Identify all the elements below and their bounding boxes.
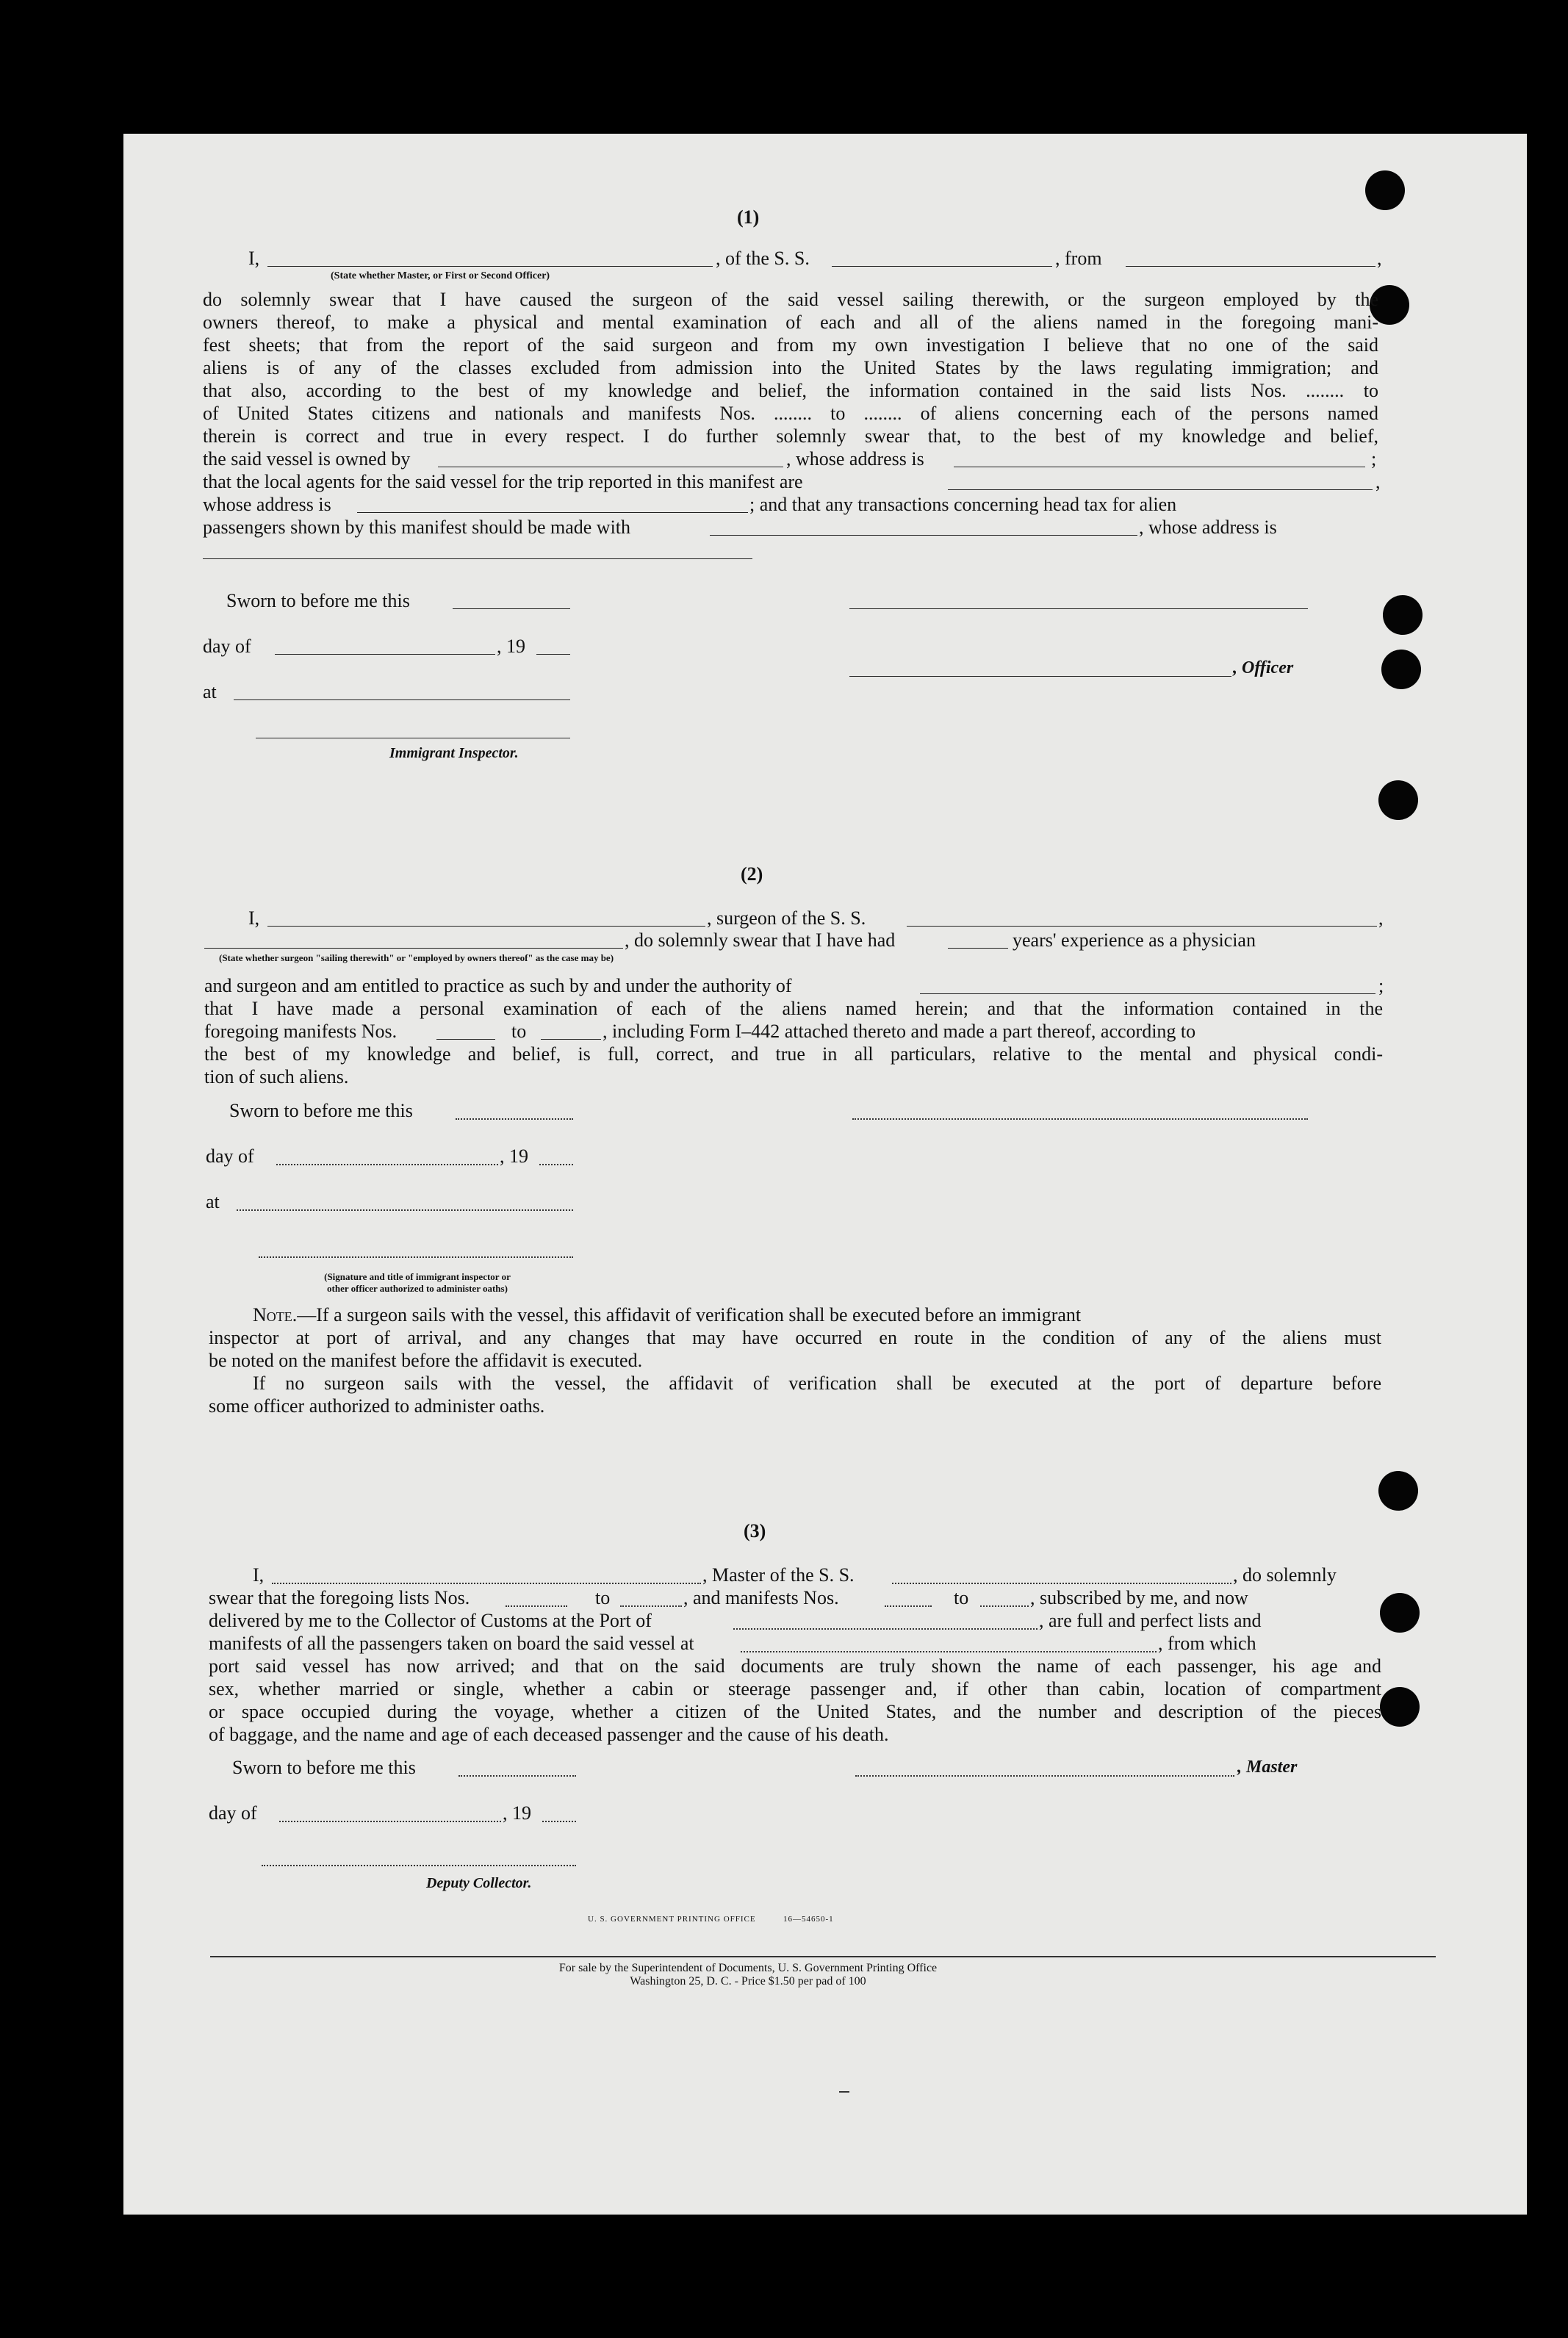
oath-text: foregoing manifests Nos. <box>204 1021 398 1042</box>
section-number: (3) <box>744 1520 766 1542</box>
oath-text: , are full and perfect lists and <box>1039 1610 1262 1631</box>
oath-paragraph: the best of my knowledge and belief, is full, correct, and true in all particulars, relative to the mental and physical condi- <box>204 1043 1383 1065</box>
blank-line[interactable] <box>203 558 752 559</box>
signature-line[interactable] <box>849 608 1308 609</box>
oath-text: , Master of the S. S. <box>702 1564 855 1586</box>
blank-line[interactable] <box>885 1605 932 1607</box>
oath-text: , subscribed by me, and now <box>1030 1587 1248 1608</box>
oath-text: I, <box>248 907 260 929</box>
form-page <box>123 134 1527 2215</box>
oath-paragraph: therein is correct and true in every respect. I do further solemnly swear that, to the best of my knowledge and belief, <box>203 425 1378 447</box>
dash-mark <box>839 2091 849 2093</box>
blank-line[interactable] <box>267 266 713 267</box>
blank-line[interactable] <box>458 1775 576 1777</box>
oath-paragraph: fest sheets; that from the report of the said surgeon and from my own investigation I believe that no one of the said <box>203 334 1378 356</box>
blank-line[interactable] <box>456 1118 573 1120</box>
blank-line[interactable] <box>733 1628 1037 1630</box>
blank-line[interactable] <box>620 1605 682 1607</box>
oath-paragraph: of United States citizens and nationals and manifests Nos. ........ to ........ of aliens concerning each of the persons named <box>203 403 1378 424</box>
blank-line[interactable] <box>541 1039 601 1040</box>
punch-hole <box>1365 170 1405 210</box>
oath-text: ; and that any transactions concerning head tax for alien <box>749 494 1177 515</box>
inspector-label: Immigrant Inspector. <box>389 745 519 761</box>
oath-text: ; <box>1378 975 1384 996</box>
blank-line[interactable] <box>832 266 1052 267</box>
note-paragraph: If no surgeon sails with the vessel, the affidavit of verification shall be executed at the port of departure before <box>253 1373 1381 1394</box>
day-label: day of <box>209 1802 257 1824</box>
punch-hole <box>1380 1593 1420 1633</box>
blank-line[interactable] <box>907 926 1377 927</box>
blank-line[interactable] <box>272 1583 701 1584</box>
blank-line[interactable] <box>542 1821 576 1822</box>
master-label: , Master <box>1237 1758 1298 1777</box>
blank-line[interactable] <box>536 654 570 655</box>
oath-text: , <box>1377 248 1382 269</box>
blank-line[interactable] <box>539 1164 573 1165</box>
blank-line[interactable] <box>234 699 570 700</box>
year-label: , 19 <box>503 1802 531 1824</box>
field-note: (State whether Master, or First or Second Officer) <box>331 270 550 281</box>
sale-notice: For sale by the Superintendent of Documents, U. S. Government Printing Office <box>558 1962 938 1974</box>
blank-line[interactable] <box>920 993 1375 994</box>
signature-line[interactable] <box>855 1775 1234 1777</box>
blank-line[interactable] <box>506 1605 567 1607</box>
note-paragraph: some officer authorized to administer oaths. <box>209 1395 545 1417</box>
oath-text: delivered by me to the Collector of Customs at the Port of <box>209 1610 652 1631</box>
blank-line[interactable] <box>276 1164 498 1165</box>
oath-text: , including Form I–442 attached thereto and made a part thereof, according to <box>603 1021 1196 1042</box>
oath-text: , from which <box>1158 1633 1256 1654</box>
oath-text: , and manifests Nos. <box>683 1587 839 1608</box>
oath-text: , <box>1378 907 1384 929</box>
sale-notice: Washington 25, D. C. - Price $1.50 per pad of 100 <box>630 1975 866 1988</box>
blank-line[interactable] <box>948 948 1008 949</box>
signature-line[interactable] <box>262 1865 576 1866</box>
oath-text: , from <box>1055 248 1102 269</box>
punch-hole <box>1380 1687 1420 1727</box>
oath-paragraph: sex, whether married or single, whether a cabin or steerage passenger and, if other than cabin, location of compartment <box>209 1678 1381 1699</box>
blank-line[interactable] <box>892 1583 1231 1584</box>
oath-text: and surgeon and am entitled to practice as such by and under the authority of <box>204 975 792 996</box>
sworn-label: Sworn to before me this <box>229 1100 413 1121</box>
field-note: other officer authorized to administer oaths) <box>327 1283 508 1294</box>
oath-paragraph: that also, according to the best of my knowledge and belief, the information contained in the said lists Nos. ........ to <box>203 380 1378 401</box>
field-note: (Signature and title of immigrant inspector or <box>324 1271 511 1282</box>
oath-paragraph: of baggage, and the name and age of each deceased passenger and the cause of his death. <box>209 1724 889 1745</box>
oath-text: tion of such aliens. <box>204 1066 349 1087</box>
form-code: 16—54650-1 <box>783 1915 834 1924</box>
punch-hole <box>1383 595 1423 635</box>
blank-line[interactable] <box>267 926 705 927</box>
blank-line[interactable] <box>436 1039 495 1040</box>
punch-hole <box>1378 1471 1418 1511</box>
oath-text: whose address is <box>203 494 331 515</box>
punch-hole <box>1381 650 1421 689</box>
oath-text: to <box>595 1587 611 1608</box>
sworn-label: Sworn to before me this <box>226 590 410 611</box>
printer-imprint: U. S. GOVERNMENT PRINTING OFFICE <box>588 1915 756 1924</box>
note-paragraph: inspector at port of arrival, and any changes that may have occurred en route in the condition of any of the aliens must <box>209 1327 1381 1348</box>
blank-line[interactable] <box>710 535 1137 536</box>
section-number: (1) <box>737 206 760 228</box>
field-note: (State whether surgeon "sailing therewith" or "employed by owners thereof" as the case may be) <box>219 952 614 963</box>
blank-line[interactable] <box>357 512 748 513</box>
officer-label: , Officer <box>1233 658 1294 677</box>
section-number: (2) <box>741 863 763 885</box>
note-label: Note. <box>253 1304 298 1326</box>
blank-line[interactable] <box>275 654 495 655</box>
signature-line[interactable] <box>852 1118 1308 1120</box>
collector-label: Deputy Collector. <box>426 1875 532 1891</box>
blank-line[interactable] <box>1126 266 1375 267</box>
blank-line[interactable] <box>980 1605 1029 1607</box>
oath-text: , <box>1375 471 1381 492</box>
oath-text: I, <box>253 1564 265 1586</box>
blank-line[interactable] <box>237 1209 573 1211</box>
oath-text: , whose address is <box>786 448 924 470</box>
signature-line[interactable] <box>849 676 1231 677</box>
oath-paragraph: port said vessel has now arrived; and that on the said documents are truly shown the name of each passenger, his age and <box>209 1655 1381 1677</box>
note-text-1: —If a surgeon sails with the vessel, this affidavit of verification shall be executed before an immigrant <box>297 1304 1082 1326</box>
oath-text: years' experience as a physician <box>1013 929 1256 951</box>
oath-text: I, <box>248 248 260 269</box>
blank-line[interactable] <box>453 608 570 609</box>
oath-text: passengers shown by this manifest should be made with <box>203 517 631 538</box>
blank-line[interactable] <box>279 1821 501 1822</box>
day-label: day of <box>203 636 251 657</box>
oath-text: , do solemnly swear that I have had <box>625 929 896 951</box>
sworn-label: Sworn to before me this <box>232 1757 416 1778</box>
oath-text: , of the S. S. <box>716 248 810 269</box>
blank-line[interactable] <box>204 948 623 949</box>
note-text <box>253 1303 1081 1326</box>
oath-paragraph: owners thereof, to make a physical and mental examination of each and all of the aliens named in the foregoing mani- <box>203 312 1378 333</box>
blank-line[interactable] <box>948 489 1373 490</box>
at-label: at <box>206 1191 220 1212</box>
blank-line[interactable] <box>741 1651 1157 1652</box>
oath-text: to <box>511 1021 527 1042</box>
oath-text: , whose address is <box>1139 517 1277 538</box>
oath-paragraph: or space occupied during the voyage, whether a citizen of the United States, and the number and description of the pieces <box>209 1701 1381 1722</box>
oath-text: manifests of all the passengers taken on board the said vessel at <box>209 1633 694 1654</box>
note-paragraph: be noted on the manifest before the affidavit is executed. <box>209 1350 643 1371</box>
at-label: at <box>203 681 217 702</box>
year-label: , 19 <box>497 636 525 657</box>
oath-text: swear that the foregoing lists Nos. <box>209 1587 470 1608</box>
oath-text: to <box>954 1587 969 1608</box>
oath-text: , do solemnly <box>1233 1564 1337 1586</box>
signature-line[interactable] <box>259 1256 573 1258</box>
oath-paragraph: that I have made a personal examination of each of the aliens named herein; and that the information contained in the <box>204 998 1383 1019</box>
oath-paragraph: aliens is of any of the classes excluded from admission into the United States by the laws regulating immigration; and <box>203 357 1378 378</box>
year-label: , 19 <box>500 1145 528 1167</box>
oath-text: ; <box>1371 448 1377 470</box>
day-label: day of <box>206 1145 254 1167</box>
oath-text: , surgeon of the S. S. <box>707 907 866 929</box>
footer-rule <box>210 1956 1436 1957</box>
oath-paragraph: do solemnly swear that I have caused the surgeon of the said vessel sailing therewith, or the surgeon employed by the <box>203 289 1378 310</box>
punch-hole <box>1378 780 1418 820</box>
oath-text: the said vessel is owned by <box>203 448 411 470</box>
oath-text: that the local agents for the said vessel for the trip reported in this manifest are <box>203 471 803 492</box>
